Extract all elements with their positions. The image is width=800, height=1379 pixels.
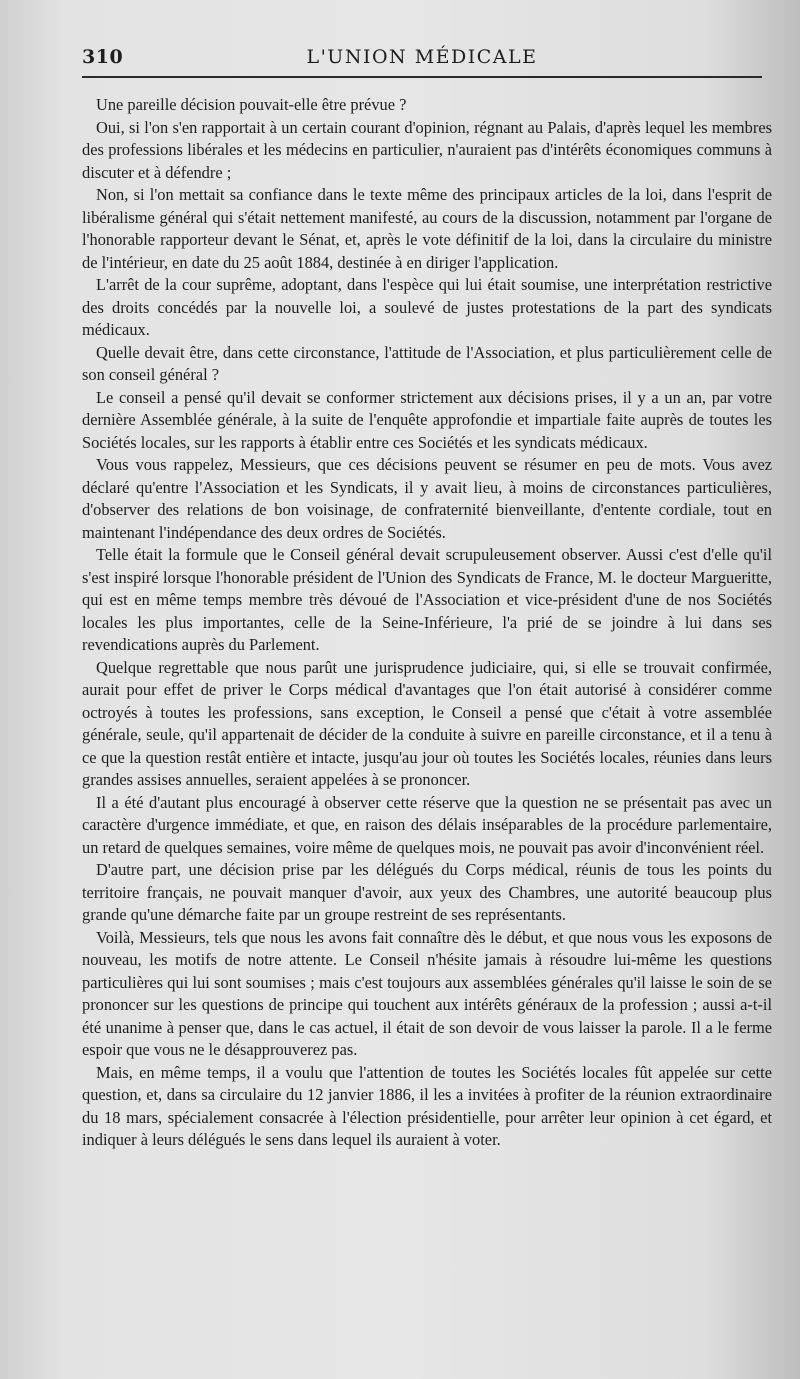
paragraph: Une pareille décision pouvait-elle être prévue ? [96, 95, 407, 114]
page-header [82, 40, 762, 80]
paragraph: Mais, en même temps, il a voulu que l'attention de toutes les Sociétés locales fût appelée sur cette question, et, dans sa circulaire du 12 janvier 1886, il les a invitées à profiter de la réunion extraordinaire du 18 mars, spécialement consacrée à l'élection présidentielle, pour arrêter leur opinion à cet égard, et indiquer à leurs délégués le sens dans lequel ils auraient à voter. [82, 1062, 772, 1149]
paragraph: Non, si l'on mettait sa confiance dans le texte même des principaux articles de la loi, dans l'esprit de libéralisme général qui s'était nettement manifesté, au cours de la discussion, notamment par l'organe de l'honorable rapporteur devant le Sénat, et, après le vote définitif de la loi, dans la circulaire du ministre de l'intérieur, en date du 25 août 1884, destinée à en diriger l'application. [82, 185, 772, 272]
paragraph: Quelque regrettable que nous parût une jurisprudence judiciaire, qui, si elle se trouvait confirmée, aurait pour effet de priver le Corps médical d'avantages que l'on était autorisé à considérer comme octroyés à toutes les professions, sans exception, le Conseil a pensé que c'était à votre assemblée générale, seule, qu'il appartenait de décider de la conduite à suivre en pareille circonstance, et il a tenu à ce que la question restât entière et intacte, jusqu'au jour où toutes les Sociétés locales, réunies dans leurs grandes assises annuelles, seraient appelées à se prononcer. [82, 657, 772, 789]
paragraph: Quelle devait être, dans cette circonstance, l'attitude de l'Association, et plus particulièrement celle de son conseil général ? [82, 342, 772, 384]
page-number: 310 [82, 46, 124, 68]
running-title: L'UNION MÉDICALE [306, 46, 538, 68]
header-rule [82, 76, 762, 78]
paragraph: D'autre part, une décision prise par les délégués du Corps médical, réunis de tous les points du territoire français, ne pouvait manquer d'avoir, aux yeux des Chambres, une autorité beaucoup plus grande qu'une démarche faite par un groupe restreint de ses représentants. [82, 860, 772, 924]
paragraph: Voilà, Messieurs, tels que nous les avons fait connaître dès le début, et que nous vous les exposons de nouveau, les motifs de notre attente. Le Conseil n'hésite jamais à résoudre lui-même les questions particulières qui lui sont soumises ; mais c'est toujours aux assemblées générales qu'il laisse le soin de se prononcer sur les questions de principe qui touchent aux intérêts généraux de la profession ; aussi a-t-il été unanime à penser que, dans le cas actuel, il était de son devoir de vous laisser la parole. Il a le ferme espoir que vous ne le désapprouverez pas. [82, 927, 772, 1059]
body-text [82, 94, 772, 1152]
paragraph: L'arrêt de la cour suprême, adoptant, dans l'espèce qui lui était soumise, une interprétation restrictive des droits concédés par la nouvelle loi, a soulevé de justes protestations de la part des syndicats médicaux. [82, 275, 772, 339]
paragraph: Il a été d'autant plus encouragé à observer cette réserve que la question ne se présentait pas avec un caractère d'urgence immédiate, et que, en raison des délais inséparables de la procédure parlementaire, un retard de quelques semaines, voire même de quelques mois, ne pouvait pas avoir d'inconvénient réel. [82, 792, 772, 857]
paragraph: Telle était la formule que le Conseil général devait scrupuleusement observer. Aussi c'est d'elle qu'il s'est inspiré lorsque l'honorable président de l'Union des Syndicats de France, M. le docteur Margueritte, qui est en même temps membre très dévoué de l'Association et vice-président d'une de nos Sociétés locales les plus importantes, celle de la Seine-Inférieure, l'a prié de se joindre à lui dans ses revendications auprès du Parlement. [82, 545, 772, 654]
paragraph: Le conseil a pensé qu'il devait se conformer strictement aux décisions prises, il y a un an, par votre dernière Assemblée générale, à la suite de l'enquête approfondie et impartiale faite auprès de toutes les Sociétés locales, sur les rapports à établir entre ces Sociétés et les syndicats médicaux. [82, 387, 772, 452]
paragraph: Vous vous rappelez, Messieurs, que ces décisions peuvent se résumer en peu de mots. Vous avez déclaré qu'entre l'Association et les Syndicats, il y avait lieu, à moins de circonstances particulières, d'observer des relations de bon voisinage, de confraternité bienveillante, d'entente cordiale, tout en maintenant l'indépendance des deux ordres de Sociétés. [82, 455, 772, 542]
paragraph: Oui, si l'on s'en rapportait à un certain courant d'opinion, régnant au Palais, d'après lequel les membres des professions libérales et les médecins en particulier, n'auraient pas d'intérêts économiques communs à discuter et à défendre ; [82, 117, 772, 182]
